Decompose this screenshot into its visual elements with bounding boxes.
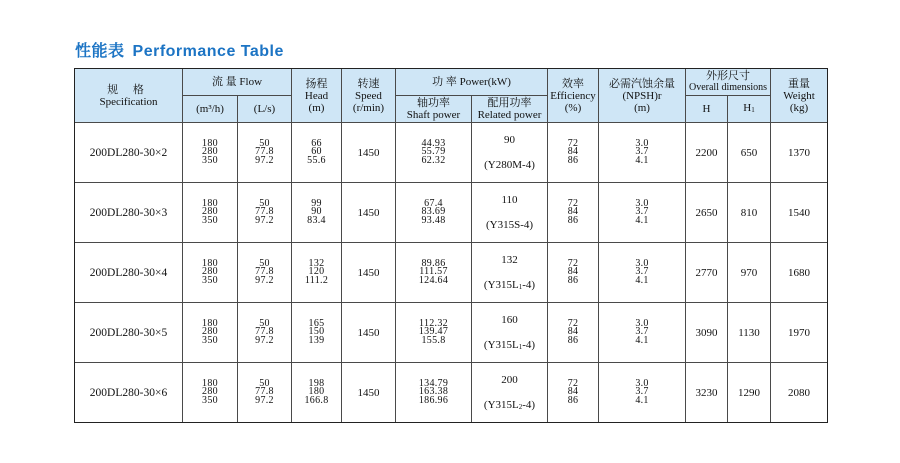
table-row [75,363,828,423]
cell-efficiency [548,243,599,303]
cell-shaft-power-value: 111.57 [419,266,448,278]
cell-head-value: 132 [308,257,325,269]
cell-shaft-power-value: 83.69 [421,206,446,218]
cell-related-power [472,363,548,423]
cell-flow-ls-value: 50 [259,257,270,269]
header-shaft-cn: 轴功率 [417,97,450,109]
header-speed [342,69,396,123]
motor-model [472,219,547,231]
cell-npsh-value: 3.0 [635,257,649,269]
cell-head-value: 166.8 [304,394,329,406]
header-related-cn: 配用功率 [487,97,532,109]
cell-npsh-value: 3.7 [635,206,649,218]
cell-dim-h: 2770 [686,243,728,303]
cell-flow-m3h [183,303,238,363]
related-power-kw: 200 [501,374,518,386]
cell-flow-m3h [183,123,238,183]
cell-spec: 200DL280-30×6 [75,363,183,423]
cell-shaft-power-value: 186.96 [418,394,449,406]
cell-shaft-power [396,363,472,423]
header-npsh-en: (NPSH)r [622,89,662,102]
cell-dim-h1: 970 [728,243,771,303]
header-dim-h1-main: H [743,102,752,114]
header-weight-cn: 重量 [788,77,811,90]
cell-weight: 2080 [771,363,828,423]
cell-weight: 1680 [771,243,828,303]
cell-npsh [599,363,686,423]
cell-head-value: 55.6 [307,154,326,166]
header-power [396,69,548,96]
cell-flow-m3h-value: 280 [202,386,218,398]
cell-spec: 200DL280-30×4 [75,243,183,303]
cell-related-power [472,303,548,363]
header-spec-en: Specification [99,95,158,108]
cell-related-power [472,183,548,243]
header-dim-cn: 外形尺寸 [706,70,751,82]
cell-npsh-value: 4.1 [635,394,649,406]
cell-flow-ls [238,243,292,303]
header-head [292,69,342,123]
header-spec [75,69,183,123]
cell-weight: 1540 [771,183,828,243]
cell-efficiency [548,123,599,183]
cell-flow-ls-value: 97.2 [255,274,274,286]
cell-npsh-value: 3.7 [635,266,649,278]
cell-efficiency-value: 86 [567,214,579,226]
cell-flow-ls-value: 77.8 [255,266,274,278]
cell-npsh-value: 4.1 [635,334,649,346]
cell-shaft-power-value: 124.64 [418,274,449,286]
motor-model [472,399,547,411]
cell-speed: 1450 [342,363,396,423]
cell-efficiency-value: 72 [567,137,579,149]
cell-shaft-power-value: 134.79 [418,377,449,389]
table-row [75,183,828,243]
table-row [75,243,828,303]
cell-flow-ls [238,363,292,423]
cell-spec: 200DL280-30×5 [75,303,183,363]
header-related-power [472,96,548,123]
cell-flow-ls-value: 97.2 [255,154,274,166]
header-efficiency [548,69,599,123]
cell-dim-h1: 1130 [728,303,771,363]
cell-flow-m3h-value: 180 [202,137,218,149]
cell-head-value: 165 [308,317,325,329]
motor-model-main: (Y315L [483,399,519,411]
cell-shaft-power-value: 163.38 [418,386,449,398]
cell-flow-m3h-value: 180 [202,197,218,209]
cell-related-power [472,123,548,183]
cell-flow-m3h-value: 180 [202,317,218,329]
cell-efficiency-value: 86 [567,154,579,166]
cell-flow-m3h [183,363,238,423]
motor-model-tail: -4) [522,339,536,351]
cell-weight: 1370 [771,123,828,183]
cell-flow-m3h-value: 180 [202,377,218,389]
header-shaft-power [396,96,472,123]
table-row [75,123,828,183]
cell-npsh [599,123,686,183]
cell-shaft-power-value: 155.8 [421,334,446,346]
cell-related-power [472,243,548,303]
header-eff-unit: (%) [564,101,582,114]
cell-flow-ls-value: 50 [259,377,270,389]
cell-head-value: 111.2 [304,274,329,286]
header-head-en: Head [304,89,329,102]
header-shaft-en: Shaft power [406,109,461,121]
cell-flow-m3h-value: 280 [202,326,218,338]
cell-npsh-value: 4.1 [635,214,649,226]
cell-dim-h: 2200 [686,123,728,183]
cell-npsh-value: 3.7 [635,326,649,338]
cell-head [292,183,342,243]
cell-efficiency-value: 72 [567,377,579,389]
motor-model [472,339,547,351]
cell-shaft-power-value: 89.86 [421,257,446,269]
cell-shaft-power-value: 67.4 [424,197,443,209]
cell-dim-h: 3230 [686,363,728,423]
table-header [75,69,828,123]
motor-model [472,159,547,171]
motor-model [472,279,547,291]
cell-efficiency-value: 84 [567,266,579,278]
header-npsh [599,69,686,123]
cell-npsh-value: 3.0 [635,197,649,209]
cell-flow-ls-value: 97.2 [255,214,274,226]
cell-shaft-power-value: 139.47 [418,326,449,338]
cell-flow-m3h-value: 280 [202,146,218,158]
related-power-kw: 132 [501,254,518,266]
cell-flow-m3h-value: 350 [202,154,218,166]
motor-model-main: (Y280M-4) [484,159,535,171]
performance-table [74,68,828,423]
cell-npsh [599,183,686,243]
cell-shaft-power-value: 44.93 [421,137,446,149]
cell-flow-m3h-value: 350 [202,274,218,286]
cell-head [292,123,342,183]
cell-dim-h1: 810 [728,183,771,243]
cell-flow-m3h [183,243,238,303]
cell-flow-m3h-value: 180 [202,257,218,269]
cell-flow-ls-value: 77.8 [255,326,274,338]
related-power-kw: 160 [501,314,518,326]
cell-dim-h: 2650 [686,183,728,243]
cell-npsh-value: 3.0 [635,377,649,389]
cell-head-value: 99 [311,197,322,209]
cell-flow-m3h-value: 280 [202,266,218,278]
cell-head [292,243,342,303]
cell-efficiency-value: 86 [567,394,579,406]
cell-flow-ls-value: 50 [259,317,270,329]
cell-speed: 1450 [342,123,396,183]
cell-efficiency-value: 72 [567,257,579,269]
header-related-en: Related power [477,109,542,121]
related-power-kw: 110 [501,194,518,206]
cell-flow-ls-value: 77.8 [255,146,274,158]
title-cn: 性能表 [75,43,125,60]
related-power-kw: 90 [504,134,515,146]
cell-head [292,303,342,363]
header-eff-en: Efficiency [550,89,596,102]
cell-flow-m3h [183,183,238,243]
cell-weight: 1970 [771,303,828,363]
cell-dim-h: 3090 [686,303,728,363]
cell-efficiency-value: 84 [567,386,579,398]
cell-efficiency [548,363,599,423]
cell-npsh-value: 4.1 [635,154,649,166]
cell-head-value: 90 [311,206,322,218]
header-npsh-unit: (m) [634,101,650,114]
motor-model-main: (Y315L [483,279,519,291]
cell-npsh [599,303,686,363]
cell-spec: 200DL280-30×2 [75,123,183,183]
cell-efficiency-value: 72 [567,197,579,209]
cell-npsh-value: 3.7 [635,386,649,398]
cell-flow-ls-value: 77.8 [255,206,274,218]
header-power-label: 功 率 Power(kW) [432,76,511,88]
motor-model-sub: 1 [518,343,523,351]
header-weight-unit: (kg) [789,101,809,114]
motor-model-sub: 2 [518,403,523,411]
cell-npsh-value: 3.7 [635,146,649,158]
cell-flow-m3h-value: 350 [202,394,218,406]
header-dim-h1 [728,96,771,123]
cell-head-value: 180 [308,386,325,398]
motor-model-main: (Y315S-4) [485,219,534,231]
cell-dim-h1: 650 [728,123,771,183]
header-npsh-cn: 必需汽蚀余量 [609,77,676,90]
cell-flow-m3h-value: 350 [202,334,218,346]
cell-head-value: 66 [311,137,322,149]
header-flow-label: 流 量 Flow [211,76,263,88]
table-body [75,123,828,423]
cell-efficiency-value: 84 [567,146,579,158]
motor-model-tail: -4) [522,279,536,291]
cell-npsh-value: 3.0 [635,137,649,149]
cell-spec: 200DL280-30×3 [75,183,183,243]
cell-shaft-power [396,183,472,243]
header-eff-cn: 效率 [562,77,585,90]
header-speed-cn: 转速 [357,77,380,90]
cell-flow-m3h-value: 280 [202,206,218,218]
header-spec-cn: 规 格 [107,83,150,96]
cell-head-value: 139 [308,334,325,346]
header-head-cn: 扬程 [305,77,328,90]
cell-head-value: 198 [308,377,325,389]
cell-efficiency-value: 84 [567,326,579,338]
title-en: Performance Table [132,43,284,60]
cell-efficiency [548,183,599,243]
cell-flow-m3h-value: 350 [202,214,218,226]
cell-flow-ls-value: 97.2 [255,394,274,406]
cell-efficiency-value: 72 [567,317,579,329]
cell-speed: 1450 [342,303,396,363]
header-flow-m3h: (m³/h) [183,96,238,123]
motor-model-sub: 1 [518,283,523,291]
cell-head-value: 120 [308,266,325,278]
cell-flow-ls-value: 50 [259,197,270,209]
cell-shaft-power [396,123,472,183]
cell-efficiency-value: 86 [567,334,579,346]
header-dim-en: Overall dimensions [689,82,768,93]
cell-npsh-value: 4.1 [635,274,649,286]
cell-shaft-power-value: 112.32 [419,317,448,329]
cell-shaft-power [396,303,472,363]
cell-shaft-power-value: 62.32 [421,154,446,166]
table-row [75,303,828,363]
cell-flow-ls-value: 97.2 [255,334,274,346]
cell-flow-ls [238,303,292,363]
cell-flow-ls-value: 77.8 [255,386,274,398]
cell-head-value: 83.4 [307,214,326,226]
header-dim-h1-sub: 1 [751,106,755,114]
cell-head [292,363,342,423]
cell-dim-h1: 1290 [728,363,771,423]
header-flow-ls: (L/s) [238,96,292,123]
cell-npsh [599,243,686,303]
cell-flow-ls [238,183,292,243]
motor-model-main: (Y315L [483,339,519,351]
cell-efficiency-value: 86 [567,274,579,286]
cell-speed: 1450 [342,183,396,243]
header-speed-en: Speed [355,89,382,102]
cell-head-value: 150 [308,326,325,338]
cell-efficiency [548,303,599,363]
header-dim-h: H [686,96,728,123]
page-title [75,38,284,61]
cell-flow-ls [238,123,292,183]
cell-efficiency-value: 84 [567,206,579,218]
header-speed-unit: (r/min) [352,101,385,114]
cell-speed: 1450 [342,243,396,303]
cell-npsh-value: 3.0 [635,317,649,329]
header-head-unit: (m) [308,101,325,114]
cell-shaft-power [396,243,472,303]
cell-shaft-power-value: 55.79 [421,146,446,158]
header-flow [183,69,292,96]
motor-model-tail: -4) [522,399,536,411]
cell-flow-ls-value: 50 [259,137,270,149]
header-weight-en: Weight [783,89,815,102]
cell-head-value: 60 [311,146,322,158]
header-dimensions [686,69,771,96]
cell-shaft-power-value: 93.48 [421,214,446,226]
header-weight [771,69,828,123]
